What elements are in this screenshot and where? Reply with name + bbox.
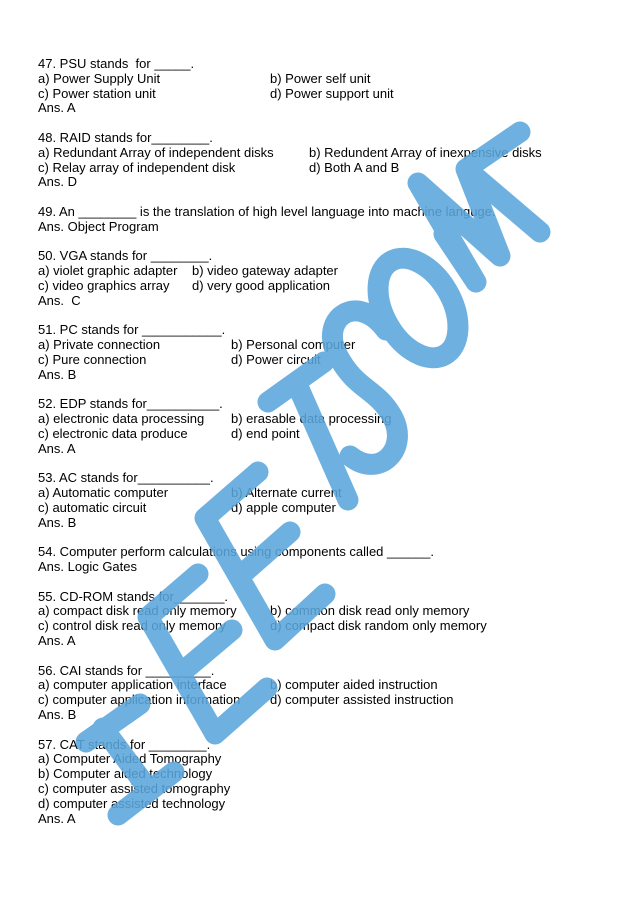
question-51 (38, 323, 542, 382)
question-text: 56. CAI stands for _________. (38, 662, 215, 678)
question-text: 48. RAID stands for________. (38, 129, 213, 145)
option-d: d) Power support unit (270, 85, 394, 101)
question-text: 54. Computer perform calculations using components called ______. (38, 544, 435, 560)
question-text: 57. CAT stands for ________. (38, 736, 211, 752)
option-a: a) violet graphic adapter (38, 263, 178, 279)
option-b: b) common disk read only memory (270, 603, 470, 619)
question-text: 49. An ________ is the translation of high level language into machine languge. (38, 203, 496, 219)
answer: Ans. A (38, 810, 76, 826)
option-b: b) video gateway adapter (192, 263, 338, 279)
option-c: c) computer assisted tomography (38, 781, 231, 797)
option-b: b) Redundent Array of inexpensive disks (309, 144, 542, 160)
question-52 (38, 397, 542, 456)
question-57 (38, 738, 542, 827)
option-c: c) control disk read only memory (38, 618, 226, 634)
answer: Ans. B (38, 707, 77, 723)
option-a: a) Power Supply Unit (38, 70, 161, 86)
option-b: b) erasable data processing (231, 411, 392, 427)
option-d: d) very good application (192, 277, 331, 293)
question-47 (38, 57, 542, 116)
option-b: b) Alternate current (231, 485, 342, 501)
answer: Ans. A (38, 633, 76, 649)
question-53 (38, 471, 542, 530)
option-a: a) Computer Aided Tomography (38, 751, 222, 767)
option-c: c) electronic data produce (38, 425, 188, 441)
question-text: 52. EDP stands for__________. (38, 396, 223, 412)
question-54 (38, 545, 542, 575)
question-text: 53. AC stands for__________. (38, 470, 214, 486)
option-d: d) Both A and B (309, 159, 400, 175)
question-text: 47. PSU stands for _____. (38, 56, 195, 71)
answer: Ans. C (38, 292, 81, 308)
question-text: 50. VGA stands for ________. (38, 248, 213, 264)
option-d: d) computer assisted instruction (270, 692, 454, 708)
option-a: a) Private connection (38, 337, 161, 353)
option-a: a) compact disk read only memory (38, 603, 237, 619)
option-d: d) end point (231, 425, 300, 441)
option-c: c) Power station unit (38, 85, 156, 101)
question-50 (38, 249, 542, 308)
option-b: b) Power self unit (270, 70, 371, 86)
option-c: c) computer application information (38, 692, 241, 708)
option-a: a) Redundant Array of independent disks (38, 144, 274, 160)
question-56 (38, 664, 542, 723)
question-49 (38, 205, 542, 235)
option-d: d) Power circuit (231, 351, 321, 367)
option-b: b) Personal computer (231, 337, 356, 353)
option-c: c) Pure connection (38, 351, 147, 367)
option-a: a) computer application interface (38, 677, 227, 693)
question-55 (38, 590, 542, 649)
option-b: b) computer aided instruction (270, 677, 438, 693)
question-text: 51. PC stands for ___________. (38, 322, 226, 338)
answer: Ans. Logic Gates (38, 559, 137, 575)
option-b: b) Computer aided technology (38, 766, 213, 782)
answer: Ans. D (38, 174, 78, 190)
question-48 (38, 131, 542, 190)
answer: Ans. B (38, 366, 77, 382)
answer: Ans. B (38, 514, 77, 530)
option-d: d) computer assisted technology (38, 795, 226, 811)
option-c: c) automatic circuit (38, 499, 147, 515)
answer: Ans. A (38, 440, 76, 456)
option-d: d) compact disk random only memory (270, 618, 487, 634)
question-text: 55. CD-ROM stands for_______. (38, 588, 229, 604)
answer: Ans. A (38, 100, 76, 116)
option-a: a) electronic data processing (38, 411, 205, 427)
option-d: d) apple computer (231, 499, 336, 515)
option-a: a) Automatic computer (38, 485, 169, 501)
option-c: c) Relay array of independent disk (38, 159, 236, 175)
document-body (38, 57, 542, 841)
answer: Ans. Object Program (38, 218, 159, 234)
option-c: c) video graphics array (38, 277, 170, 293)
